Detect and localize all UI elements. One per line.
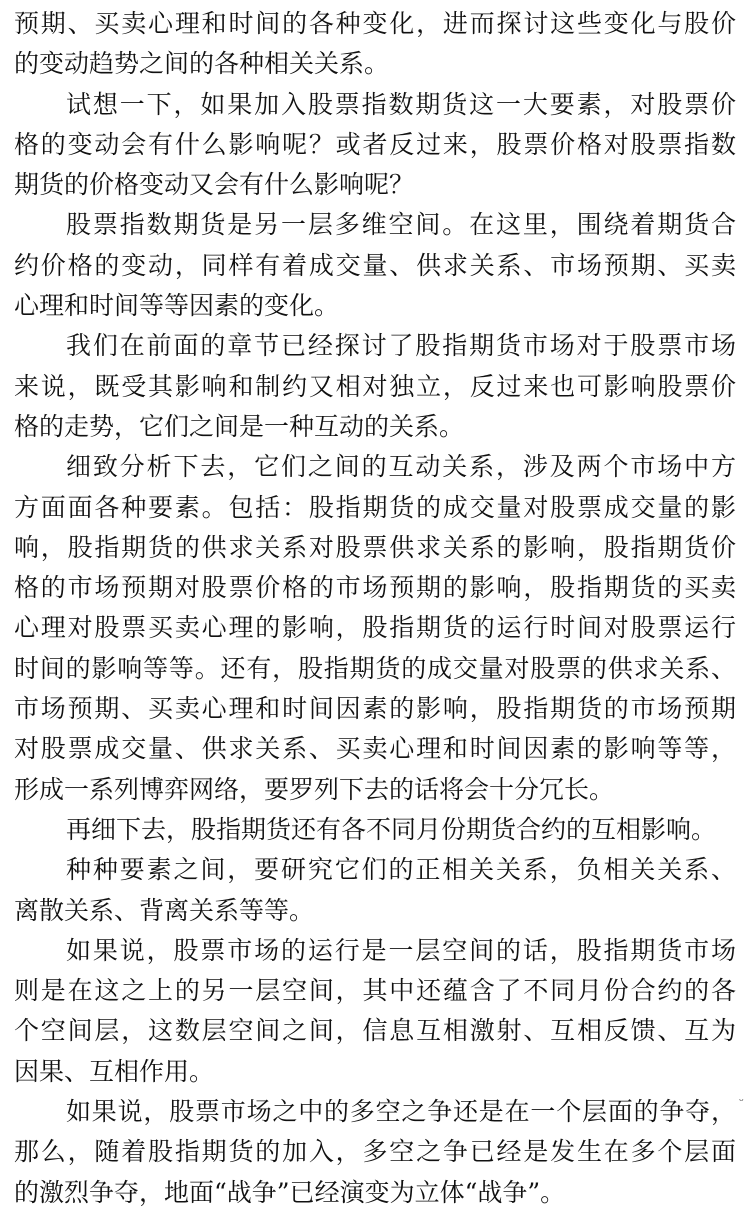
text-line: 则是在这之上的另一层空间，其中还蕴含了不同月份合约的各 (14, 976, 736, 1006)
text-line: 再细下去，股指期货还有各不同月份期货合约的互相影响。 (66, 814, 717, 844)
page-corner-mark: ᵕ (739, 1094, 744, 1108)
text-line: 预期、买卖心理和时间的各种变化，进而探讨这些变化与股价 (14, 9, 736, 38)
text-line: 的变动趋势之间的各种相关关系。 (14, 49, 390, 79)
text-line: 心理和时间等等因素的变化。 (14, 291, 340, 321)
text-line: 因果、互相作用。 (14, 1056, 215, 1086)
text-line: 格的市场预期对股票价格的市场预期的影响，股指期货的买卖 (14, 573, 736, 603)
text-line: 的激烈争夺，地面“战争”已经演变为立体“战争”。 (14, 1177, 566, 1207)
text-line: 种种要素之间，要研究它们的正相关关系，负相关关系、 (66, 855, 736, 885)
text-line: 如果说，股票市场之中的多空之争还是在一个层面的争夺， (66, 1097, 736, 1127)
text-line: 期货的价格变动又会有什么影响呢？ (14, 170, 415, 200)
text-line: 方面面各种要素。包括：股指期货的成交量对股票成交量的影 (14, 492, 736, 522)
document-page (14, 4, 736, 1213)
text-line: 心理对股票买卖心理的影响，股指期货的运行时间对股票运行 (14, 613, 736, 643)
text-line: 约价格的变动，同样有着成交量、供求关系、市场预期、买卖 (14, 250, 736, 280)
text-line: 股票指数期货是另一层多维空间。在这里，围绕着期货合 (66, 210, 736, 240)
text-line: 离散关系、背离关系等等。 (14, 895, 315, 925)
text-line: 对股票成交量、供求关系、买卖心理和时间因素的影响等等， (14, 734, 736, 764)
text-line: 市场预期、买卖心理和时间因素的影响，股指期货的市场预期 (14, 694, 736, 724)
text-line: 细致分析下去，它们之间的互动关系，涉及两个市场中方 (66, 452, 736, 482)
text-line: 我们在前面的章节已经探讨了股指期货市场对于股票市场 (66, 331, 736, 361)
text-line: 个空间层，这数层空间之间，信息互相激射、互相反馈、互为 (14, 1016, 736, 1046)
text-line: 试想一下，如果加入股票指数期货这一大要素，对股票价 (66, 89, 736, 119)
text-line: 如果说，股票市场的运行是一层空间的话，股指期货市场 (66, 935, 736, 965)
text-line: 来说，既受其影响和制约又相对独立，反过来也可影响股票价 (14, 371, 736, 401)
text-line: 格的变动会有什么影响呢？或者反过来，股票价格对股票指数 (14, 129, 736, 159)
text-line: 那么，随着股指期货的加入，多空之争已经是发生在多个层面 (14, 1137, 736, 1167)
text-line: 形成一系列博弈网络，要罗列下去的话将会十分冗长。 (14, 774, 615, 804)
text-line: 响，股指期货的供求关系对股票供求关系的影响，股指期货价 (14, 532, 736, 562)
text-line: 格的走势，它们之间是一种互动的关系。 (14, 411, 465, 441)
text-line: 时间的影响等等。还有，股指期货的成交量对股票的供求关系、 (14, 653, 736, 683)
